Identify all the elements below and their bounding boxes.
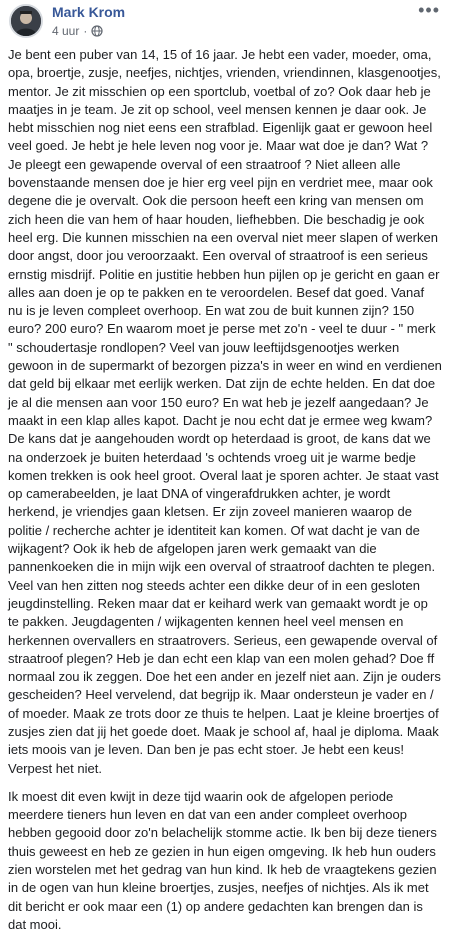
post-timestamp[interactable]: 4 uur — [52, 24, 80, 38]
post-meta — [52, 24, 103, 38]
post-header — [0, 0, 450, 44]
post-body — [8, 46, 442, 934]
more-options-icon[interactable]: ••• — [418, 0, 440, 20]
globe-icon[interactable] — [91, 25, 103, 37]
post-paragraph: Je bent een puber van 14, 15 of 16 jaar. Je hebt een vader, moeder, oma, opa, broertje, zusje, neefjes, nichtjes, vrienden, vriendinnen, klasgenootjes, mentor. Je zit misschien op een sportclub, voetbal of zo? Ook daar heb je maatjes in je team. Je zit op school, veel mensen kennen je daar ook. Je hebt misschien nog niet eens een strafblad. Eigenlijk gaat er gewoon heel veel goed. Je hebt je hele leven nog voor je. Maar wat doe je dan? Wat ? Je pleegt een gewapende overval of een straatroof ? Niet alleen alle bovenstaande mensen doe je hier erg veel pijn en verdriet mee, maar ook degene die je overvalt. Ook die persoon heeft een kring van mensen om zich heen die van hem of haar houden, liefhebben. Die beschadig je ook heel erg. Die kunnen misschien na een overval niet meer slapen of werken door angst, door jou veroorzaakt. Een overval of straatroof is een serieus ernstig misdrijf. Politie en justitie hebben hun pijlen op je gericht en gaan er alles aan doen je op te pakken en te veroordelen. Besef dat goed. Vanaf nu is je leven compleet overhoop. En wat zou de buit kunnen zijn? 150 euro? 200 euro? En waarom moet je perse met zo'n - veel te duur - " merk " schoudertasje rondlopen? Veel van jouw leeftijdsgenootjes werken gewoon in de supermarkt of bezorgen pizza's in weer en wind en verdienen dat geld bij elkaar met eerlijk werken. Dat zijn de echte helden. En dat doe je al die mensen aan voor 150 euro? En wat heb je jezelf aangedaan? Je maakt in een klap alles kapot. Dacht je nou echt dat je ermee weg kwam? De kans dat je aangehouden wordt op heterdaad is groot, de kans dat we na onderzoek je buiten heterdaad 's ochtends vroeg uit je warme bedje komen trekken is ook heel groot. Overal laat je sporen achter. Je staat vast op camerabeelden, je laat DNA of vingerafdrukken achter, je wordt herkend, je vriendjes gaan kletsen. Er zijn zoveel manieren waarop de politie / recherche achter je identiteit kan komen. Of wat dacht je van de wijkagent? Ook ik heb de afgelopen jaren werk gemaakt van die pannenkoeken die in mijn wijk een overval of straatroof dachten te plegen. Veel van hen zitten nog steeds achter een dikke deur of in een gesloten jeugdinstelling. Reken maar dat er keihard werk van gemaakt wordt je op te pakken. Jeugdagenten / wijkagenten kennen heel veel mensen en herkennen overvallers en straatrovers. Serieus, een gewapende overval of straatroof plegen? Heb je dan echt een klap van een molen gehad? Doe ff normaal zou ik zeggen. Doe het een ander en jezelf niet aan. Zijn je ouders gescheiden? Heel vervelend, dat begrijp ik. Maar ondersteun je vader en / of moeder. Maak ze trots door ze thuis te helpen. Laat je kleine broertjes of zusjes zien dat jij het goede doet. Maak je school af, haal je diploma. Maak iets moois van je leven. Dan ben je pas echt stoer. Je hebt een keus! Verpest het niet. — [8, 47, 442, 776]
avatar[interactable] — [9, 4, 43, 38]
avatar-image — [11, 6, 41, 36]
author-name[interactable]: Mark Krom — [52, 4, 126, 20]
post-paragraph: Ik moest dit even kwijt in deze tijd waarin ook de afgelopen periode meerdere tieners hun leven en dat van een ander compleet overhoop hebben gegooid door zo'n belachelijk stomme actie. Ik ben bij deze tieners thuis geweest en heb ze gezien in hun eigen omgeving. Ik heb hun ouders zien worstelen met het gedrag van hun kind. Ik heb de vraagtekens gezien in de ogen van hun kleine broertjes, zusjes, neefjes of nichtjes. Als ik met dit bericht er ook maar een (1) op andere gedachten kan brengen dan is dat mooi. — [8, 788, 437, 932]
meta-separator: · — [83, 24, 88, 38]
